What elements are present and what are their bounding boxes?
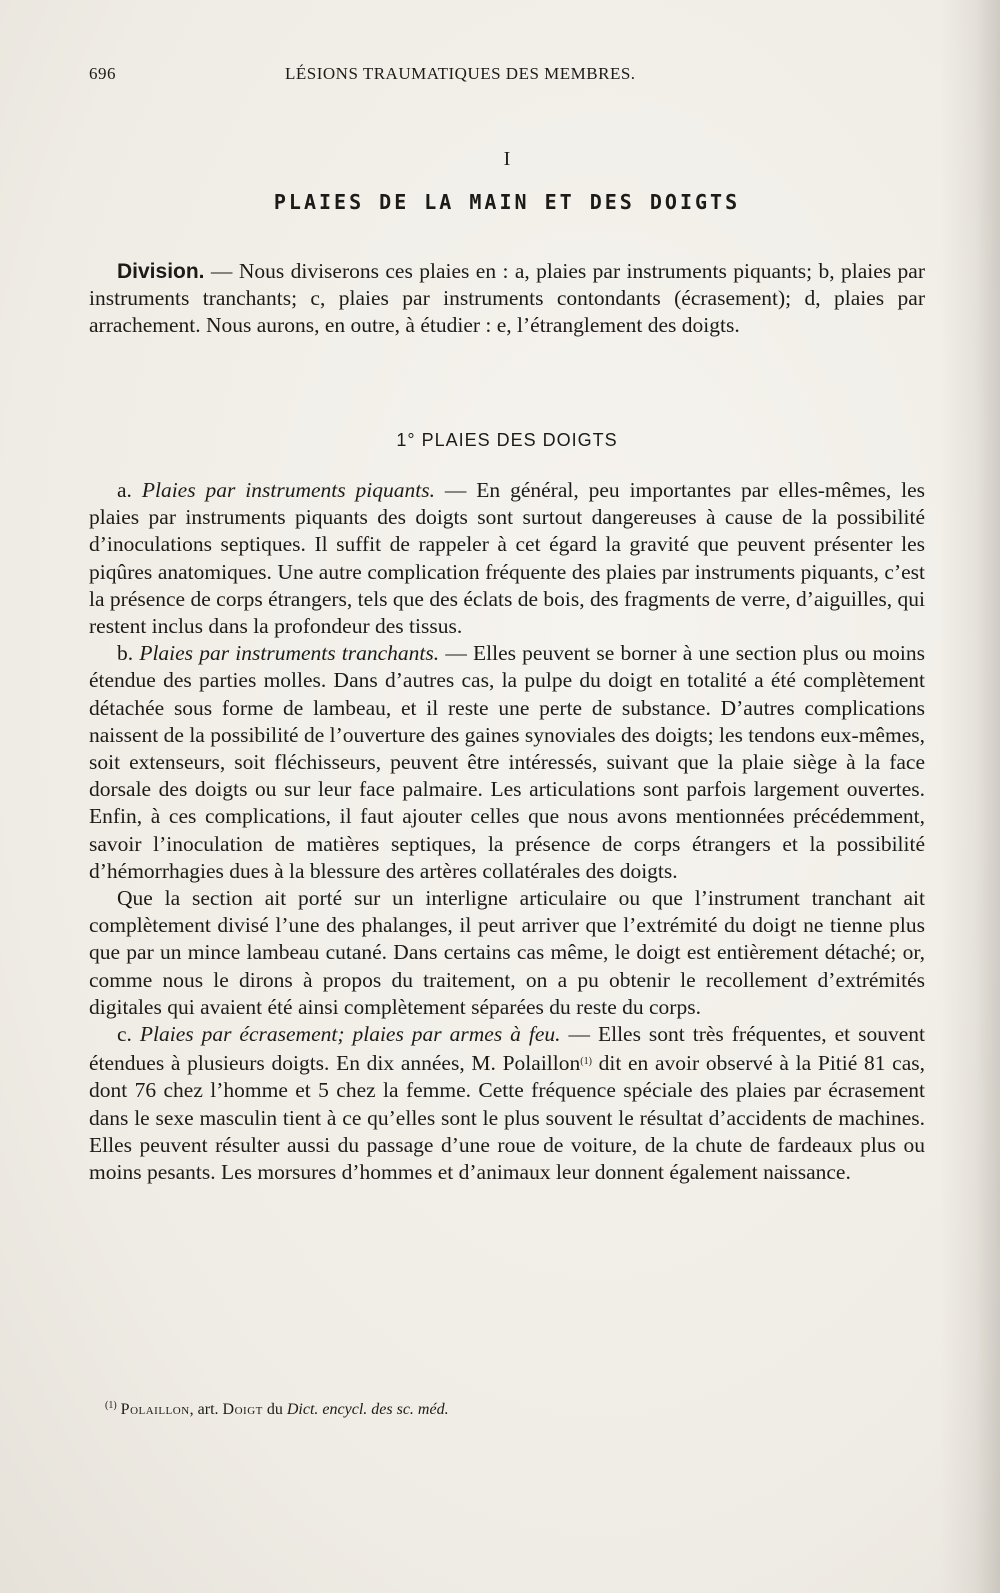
footnote-text-2: du <box>262 1401 287 1418</box>
footnote-article: Doigt <box>222 1401 263 1418</box>
page-edge-shadow <box>940 0 1000 1593</box>
paragraph-b-letter: b. <box>117 641 140 666</box>
chapter-number: I <box>503 148 511 170</box>
paragraph-a-letter: a. <box>117 478 142 502</box>
paragraph-a-heading: Plaies par instruments piquants. <box>141 478 435 502</box>
paragraph-c <box>89 1021 925 1186</box>
division-paragraph <box>89 258 925 340</box>
chapter-title: PLAIES DE LA MAIN ET DES DOIGTS <box>273 190 741 214</box>
running-title: LÉSIONS TRAUMATIQUES DES MEMBRES. <box>285 64 636 83</box>
paragraph-a-text: — En général, peu importantes par elles-mêmes, les plaies par instruments piquants des doigts sont surtout dangereuses à cause de la possibilité d’inoculations septiques. Il suffit de rappeler à cet égard la gravité que peuvent présenter les piqûres anatomiques. Une autre complication fréquente des plaies par instruments piquants, c’est la présence de corps étrangers, tels que des éclats de bois, des fragments de verre, d’aiguilles, qui restent inclus dans la profondeur des tissus. <box>89 478 925 639</box>
footnote-reference: (1) <box>580 1056 592 1068</box>
paragraph-b <box>89 640 925 885</box>
footnote-source: Dict. encycl. des sc. méd. <box>286 1401 449 1418</box>
paragraph-c-heading: Plaies par écrasement; plaies par armes à feu. <box>139 1022 561 1047</box>
paragraph-c-letter: c. <box>117 1022 140 1047</box>
paragraph-c-text-2: dit en avoir observé à la Pitié 81 cas, dont 76 chez l’homme et 5 chez la femme. Cette fréquence spéciale des plaies par écrasement dans le sexe masculin tient à ce qu’elles sont le plus souvent le résultat d’accidents de machines. Elles peuvent résulter aussi du passage d’une roue de voiture, de la chute de fardeaux plus ou moins pesants. Les morsures d’hommes et d’animaux leur donnent également naissance. <box>89 1051 925 1185</box>
footnote-text-1: , art. <box>189 1401 223 1418</box>
division-text: — Nous diviserons ces plaies en : a, plaies par instruments piquants; b, plaies par instruments tranchants; c, plaies par instruments contondants (écrasement); d, plaies par arrachement. Nous aurons, en outre, à étudier : e, l’étranglement des doigts. <box>89 259 925 338</box>
division-lead: Division. <box>117 260 205 283</box>
division-block <box>89 258 925 340</box>
paragraph-a <box>89 477 925 640</box>
paragraph-b-text: — Elles peuvent se borner à une section plus ou moins étendue des parties molles. Dans d’autres cas, la pulpe du doigt en totalité a été complètement détachée sous forme de lambeau, et il reste une perte de substance. D’autres complications naissent de la possibilité de l’ouverture des gaines synoviales des doigts; les tendons eux-mêmes, soit extenseurs, soit fléchisseurs, peuvent être intéressés, suivant que la plaie siège à la face dorsale des doigts ou sur leur face palmaire. Les articulations sont parfois largement ouvertes. Enfin, à ces complications, il faut ajouter celles que nous avons mentionnées précédemment, savoir l’inoculation de matières septiques, la présence de corps étrangers et la possibilité d’hémorrhagies dues à la blessure des artères collatérales des doigts. <box>89 641 926 883</box>
paragraph-c-text-1: — Elles sont très fréquentes, et souvent étendues à plusieurs doigts. En dix années, M. Polaillon <box>89 1022 926 1076</box>
paragraph-b-continued: Que la section ait porté sur un interligne articulaire ou que l’instrument tranchant ait complètement divisé l’une des phalanges, il peut arriver que l’extrémité du doigt ne tienne plus que par un mince lambeau cutané. Dans certains cas même, le doigt est entièrement détaché; or, comme nous le dirons à propos du traitement, on a pu obtenir le recollement d’extrémités digitales qui avaient été ainsi complètement séparées du reste du corps. <box>89 886 925 1019</box>
footnote <box>105 1400 905 1419</box>
page-number: 696 <box>89 64 116 83</box>
footnote-mark: (1) <box>105 1400 117 1411</box>
subsection-title: 1° PLAIES DES DOIGTS <box>396 430 618 450</box>
paragraph-b-heading: Plaies par instruments tranchants. <box>139 641 440 666</box>
footnote-author: Polaillon <box>120 1401 190 1418</box>
body-text <box>89 477 925 1186</box>
